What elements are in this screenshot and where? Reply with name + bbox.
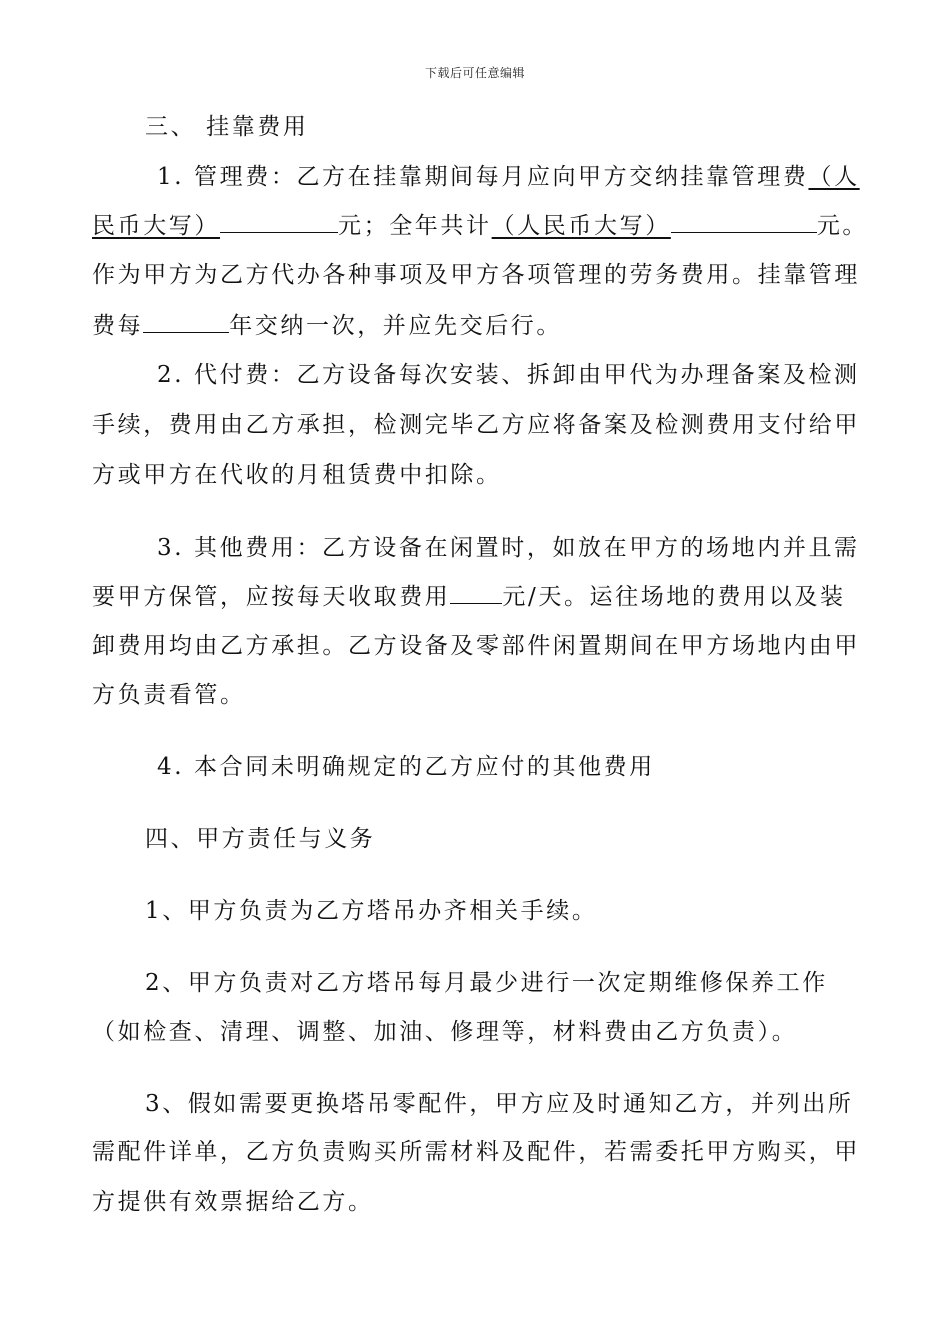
para-2-line-2: 手续，费用由乙方承担，检测完毕乙方应将备案及检测费用支付给甲 — [92, 412, 860, 438]
section-title-4: 四、甲方责任与义务 — [145, 826, 376, 852]
fill-blank — [220, 210, 338, 233]
section-title-3: 三、 挂靠费用 — [145, 114, 309, 140]
text: 元；全年共计 — [338, 213, 492, 239]
item-3-line-2: 需配件详单，乙方负责购买所需材料及配件，若需委托甲方购买，甲 — [92, 1139, 860, 1165]
text: 元/天。运往场地的费用以及装 — [502, 584, 846, 610]
item-1: 1、甲方负责为乙方塔吊办齐相关手续。 — [145, 898, 598, 924]
para-3-line-3: 卸费用均由乙方承担。乙方设备及零部件闲置期间在甲方场地内由甲 — [92, 633, 860, 659]
para-3-line-1: 3. 其他费用：乙方设备在闲置时，如放在甲方的场地内并且需 — [157, 535, 860, 561]
text: 1. 管理费：乙方在挂靠期间每月应向甲方交纳挂靠管理费 — [157, 164, 809, 190]
para-2-line-1: 2. 代付费：乙方设备每次安装、拆卸由甲代为办理备案及检测 — [157, 362, 860, 388]
underlined-text: 民币大写） — [92, 213, 220, 239]
para-4: 4. 本合同未明确规定的乙方应付的其他费用 — [157, 754, 655, 780]
para-3-line-4: 方负责看管。 — [92, 682, 246, 708]
page-header: 下载后可任意编辑 — [424, 66, 525, 80]
item-2-line-1: 2、甲方负责对乙方塔吊每月最少进行一次定期维修保养工作 — [145, 970, 828, 996]
text: 要甲方保管，应按每天收取费用 — [92, 584, 451, 610]
para-1-line-3: 作为甲方为乙方代办各种事项及甲方各项管理的劳务费用。挂靠管理 — [92, 262, 860, 288]
text: 元。 — [816, 213, 869, 239]
item-3-line-3: 方提供有效票据给乙方。 — [92, 1189, 374, 1215]
item-3-line-1: 3、假如需要更换塔吊零配件，甲方应及时通知乙方，并列出所 — [145, 1091, 854, 1117]
fill-blank — [143, 310, 229, 333]
para-1-line-2 — [92, 210, 869, 241]
fill-blank — [450, 581, 502, 604]
item-2-line-2: （如检查、清理、调整、加油、修理等，材料费由乙方负责）。 — [92, 1019, 798, 1045]
text: 费每 — [92, 313, 144, 339]
fill-blank — [671, 210, 817, 233]
para-2-line-3: 方或甲方在代收的月租赁费中扣除。 — [92, 462, 502, 488]
underlined-text: （人民币大写） — [491, 213, 671, 239]
para-3-line-2 — [92, 581, 862, 612]
underlined-text: （人 — [808, 164, 860, 190]
para-1-line-1 — [157, 162, 927, 192]
text: 年交纳一次，并应先交后行。 — [229, 313, 563, 339]
para-1-line-4 — [92, 310, 862, 341]
